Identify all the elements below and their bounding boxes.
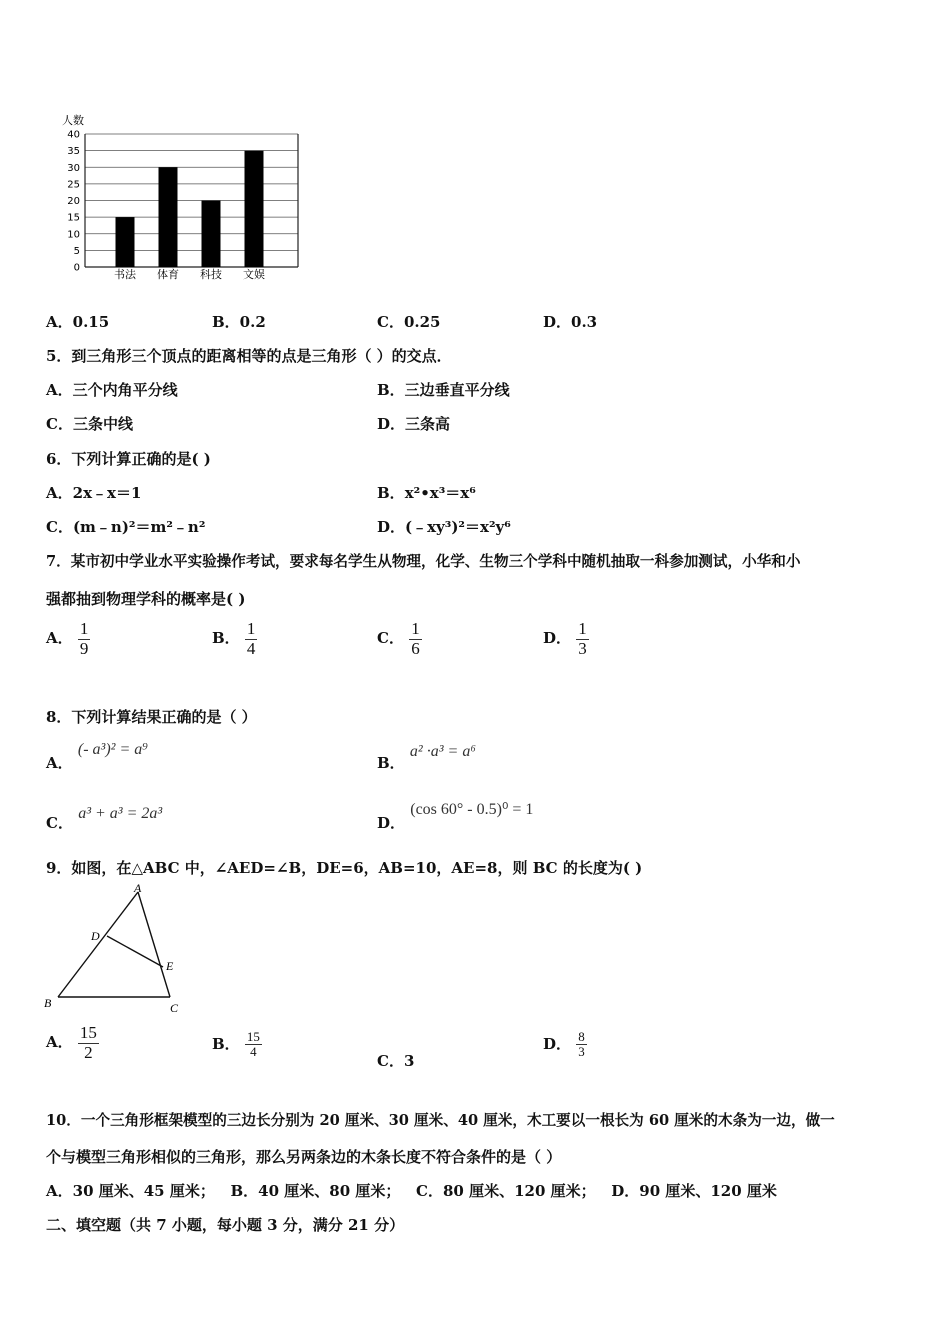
q9-option-d[interactable] — [543, 1030, 587, 1060]
chart-bar-3 — [202, 201, 221, 268]
q7-question-line1: 7．某市初中学业水平实验操作考试，要求每名学生从物理，化学、生物三个学科中随机抽取一科参加测试，小华和小 — [46, 553, 801, 570]
q4-option-c[interactable]: C．0.25 — [377, 313, 441, 331]
q7-option-d-label: D． — [543, 629, 572, 648]
chart-xtick-label: 体育 — [157, 268, 179, 281]
chart-ytick-label: 25 — [67, 179, 80, 191]
chart-ytick-label: 40 — [67, 129, 80, 141]
q9-option-b[interactable] — [212, 1030, 262, 1060]
q7-option-d[interactable] — [543, 620, 589, 658]
section2-heading: 二、填空题（共 7 小题，每小题 3 分，满分 21 分） — [46, 1216, 405, 1234]
q10-question-line1: 10．一个三角形框架模型的三边长分别为 20 厘米、30 厘米、40 厘米，木工要以一根长为 60 厘米的木条为一边，做一 — [46, 1112, 835, 1129]
q7-option-a-label: A． — [46, 629, 73, 648]
q8-option-b-label: B． — [377, 754, 405, 772]
q7-option-b-fraction: $\frac{1}{4}$ — [246, 619, 256, 658]
chart-ytick-label: 30 — [67, 162, 80, 174]
side-ab — [58, 892, 138, 997]
q7-option-c[interactable] — [377, 620, 422, 658]
q6-question: 6．下列计算正确的是( ) — [46, 450, 211, 468]
chart-xtick-label: 书法 — [114, 268, 136, 281]
q7-option-d-fraction: $\frac{1}{3}$ — [578, 619, 587, 658]
q8-option-a-label: A． — [46, 754, 73, 772]
q6-option-b-label: B． — [377, 484, 405, 502]
bar-chart — [50, 110, 310, 285]
chart-bar-1 — [116, 217, 135, 267]
q7-option-a[interactable] — [46, 620, 90, 658]
chart-ytick-label: 15 — [67, 212, 80, 224]
vertex-c-label: C — [170, 1001, 179, 1015]
q6-option-b[interactable] — [377, 482, 476, 503]
q4-option-a[interactable]: A．0.15 — [46, 313, 110, 331]
q8-option-d-expr: (cos 60° - 0.5)⁰ = 1 — [410, 801, 534, 818]
q8-option-b-expr: a² ·a³ = a⁶ — [409, 743, 476, 760]
chart-ytick-label: 35 — [67, 146, 80, 158]
q5-option-d[interactable]: D．三条高 — [377, 415, 451, 433]
chart-ytick-label: 0 — [73, 262, 80, 274]
q6-option-b-expr: x²•x³＝x⁶ — [404, 484, 476, 502]
q9-option-b-fraction: $\frac{15}{4}$ — [246, 1029, 260, 1060]
q8-option-d[interactable] — [377, 798, 534, 832]
q5-option-c[interactable]: C．三条中线 — [46, 415, 133, 433]
q9-option-c[interactable]: C．3 — [377, 1052, 415, 1070]
chart-ytick-label: 20 — [67, 196, 80, 207]
q9-option-d-fraction: $\frac{8}{3}$ — [578, 1029, 585, 1060]
vertex-b-label: B — [44, 996, 52, 1010]
q4-option-d[interactable]: D．0.3 — [543, 313, 598, 331]
q6-option-a[interactable]: A．2x﹣x＝1 — [46, 484, 142, 502]
q5-question: 5．到三角形三个顶点的距离相等的点是三角形（ ）的交点． — [46, 347, 452, 365]
chart-xtick-label: 文娱 — [243, 268, 265, 281]
q7-question-line2: 强都抽到物理学科的概率是( ) — [46, 590, 246, 608]
q9-option-b-label: B． — [212, 1034, 240, 1053]
chart-ytick-label: 10 — [67, 229, 80, 241]
q9-option-a[interactable] — [46, 1024, 99, 1062]
q8-option-d-label: D． — [377, 814, 406, 832]
q8-option-a-expr: (- a³)² = a⁹ — [77, 741, 148, 758]
segment-de — [107, 936, 163, 967]
q7-option-b-label: B． — [212, 629, 240, 648]
chart-bar-4 — [245, 151, 264, 267]
q8-option-a[interactable] — [46, 738, 148, 772]
chart-ytick-label: 5 — [73, 245, 80, 257]
q8-option-c[interactable] — [46, 802, 163, 832]
q9-question: 9．如图，在△ABC 中，∠AED=∠B，DE=6，AB=10，AE=8，则 BC 的长度为( ) — [46, 859, 643, 877]
point-d-label: D — [91, 929, 100, 943]
q9-option-a-label: A． — [46, 1033, 73, 1052]
q6-option-c[interactable]: C．(m﹣n)²＝m²﹣n² — [46, 518, 206, 536]
chart-xtick-label: 科技 — [200, 268, 222, 281]
q5-option-b[interactable]: B．三边垂直平分线 — [377, 381, 510, 399]
side-ac — [138, 892, 170, 997]
triangle-figure — [40, 882, 190, 1017]
point-e-label: E — [166, 959, 174, 973]
q10-question-line2: 个与模型三角形相似的三角形，那么另两条边的木条长度不符合条件的是（ ） — [46, 1148, 562, 1166]
q9-option-a-fraction: $\frac{15}{2}$ — [79, 1023, 97, 1062]
q5-option-a[interactable]: A．三个内角平分线 — [46, 381, 178, 399]
q9-option-d-label: D． — [543, 1034, 572, 1053]
q6-option-d[interactable]: D．(﹣xy³)²＝x²y⁶ — [377, 518, 511, 536]
q4-option-b[interactable]: B．0.2 — [212, 313, 266, 331]
q8-question: 8．下列计算结果正确的是（ ） — [46, 708, 257, 726]
q7-option-c-fraction: $\frac{1}{6}$ — [411, 619, 420, 658]
chart-ylabel: 人数 — [62, 114, 84, 127]
q7-option-b[interactable] — [212, 620, 257, 658]
q8-option-b[interactable] — [377, 740, 476, 772]
q7-option-c-label: C． — [377, 629, 404, 648]
chart-bar-2 — [159, 167, 178, 267]
q8-option-c-label: C． — [46, 814, 73, 832]
vertex-a-label: A — [134, 882, 142, 895]
q10-options[interactable]: A．30 厘米、45 厘米； B．40 厘米、80 厘米； C．80 厘米、120 厘米； D．90 厘米、120 厘米 — [46, 1182, 777, 1200]
q7-option-a-fraction: $\frac{1}{9}$ — [79, 619, 89, 658]
q8-option-c-expr: a³ + a³ = 2a³ — [78, 805, 163, 822]
